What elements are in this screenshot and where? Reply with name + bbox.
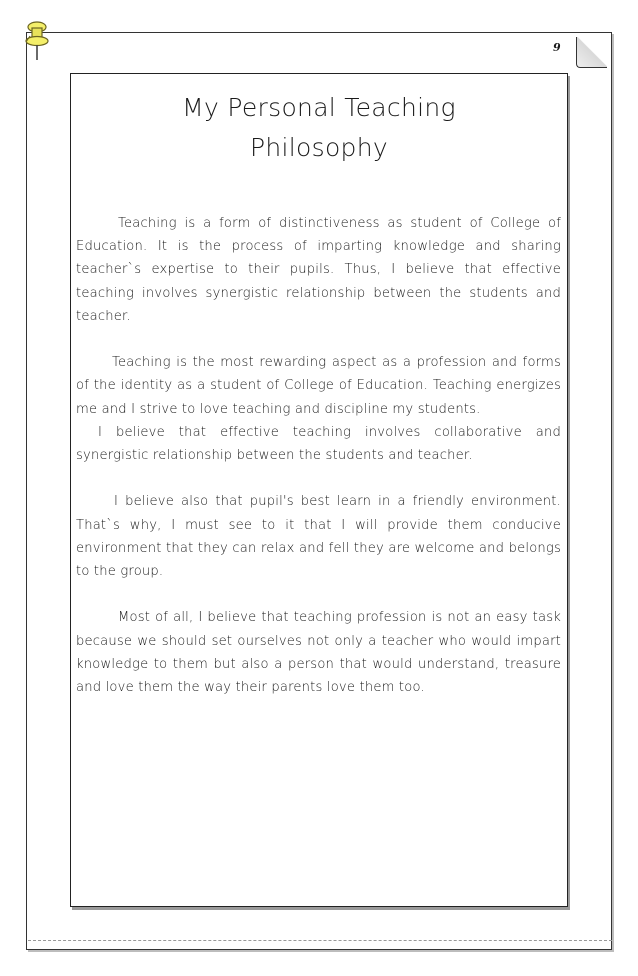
- paragraph-1: Teaching is a form of distinctiveness as student of College of Education. It is the process of imparting knowledge and sharing teacher`s expertise to their pupils. Thus, I believe that effective teaching involves synergistic relationship between the students and teacher.: [76, 216, 561, 324]
- title-line-2: Philosophy: [250, 133, 388, 162]
- paragraph-2: Teaching is the most rewarding aspect as a profession and forms of the identity as a student of College of Education. Teaching energizes me and I strive to love teaching and discipline my students.: [76, 355, 561, 417]
- paragraph-4: I believe also that pupil's best learn in a friendly environment. That`s why, I must see to it that I will provide them conducive environment that they can relax and fell they are welcome and belongs to the group.: [76, 494, 561, 580]
- page-title: [71, 88, 567, 168]
- page-number: 9: [553, 41, 561, 54]
- content-frame: [70, 73, 568, 907]
- philosophy-text: [76, 212, 561, 699]
- folded-corner-icon: [576, 37, 607, 68]
- title-line-1: My Personal Teaching: [182, 93, 456, 122]
- paragraph-5: Most of all, I believe that teaching profession is not an easy task because we should set ourselves not only a teacher who would impart knowledge to them but also a person that would understand, treasure and love them the way their parents love them too.: [76, 610, 561, 696]
- paragraph-3: I believe that effective teaching involves collaborative and synergistic relationship between the students and teacher.: [76, 424, 561, 464]
- pushpin-icon: [18, 18, 52, 62]
- bottom-divider: [28, 940, 612, 941]
